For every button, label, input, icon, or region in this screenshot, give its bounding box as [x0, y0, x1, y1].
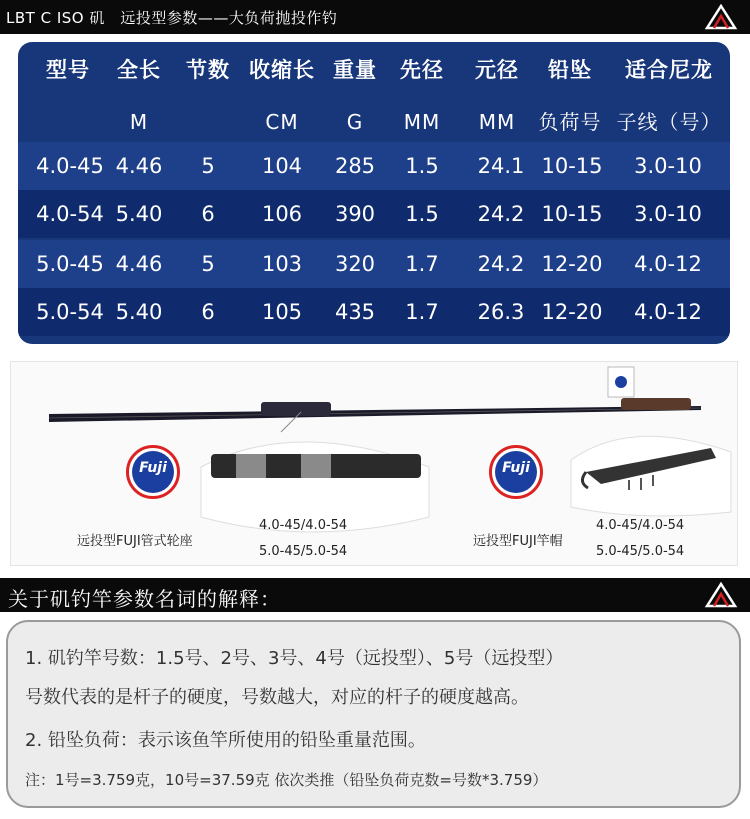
cell-length: 5.40: [115, 202, 163, 226]
table-row: [18, 288, 730, 336]
unit-label: CM: [265, 110, 299, 134]
cell-tip-dia: 1.7: [405, 252, 439, 276]
cell-model: 4.0-45: [36, 154, 104, 178]
cell-sections: 5: [201, 154, 215, 178]
unit-label: 子线（号）: [616, 110, 722, 134]
cell-line: 3.0-10: [634, 202, 702, 226]
cell-line: 4.0-12: [634, 300, 702, 324]
table-row: [18, 190, 730, 238]
cap-models: 4.0-45/4.0-54: [596, 518, 685, 533]
explain-header-bar: [0, 578, 750, 612]
cell-weight: 435: [334, 300, 376, 324]
fuji-badge-text: Fuji: [502, 460, 530, 476]
cell-tip-dia: 1.5: [405, 154, 439, 178]
table-row: [18, 142, 730, 190]
fuji-guides-badge-icon: [489, 445, 543, 499]
cell-tip-dia: 1.5: [405, 202, 439, 226]
table-header-row: [18, 46, 730, 94]
product-photo: [10, 361, 738, 566]
fuji-guides-badge-icon: [126, 445, 180, 499]
cell-weight: 285: [334, 154, 376, 178]
cell-closed-length: 105: [261, 300, 303, 324]
daiwa-logo-icon: [704, 4, 738, 30]
note-line-1: 1. 矶钓竿号数：1.5号、2号、3号、4号（远投型）、5号（远投型）: [25, 648, 564, 669]
cell-length: 4.46: [115, 154, 163, 178]
unit-label: MM: [403, 110, 441, 134]
cap-caption: 远投型FUJI竿帽: [473, 534, 563, 549]
cell-closed-length: 104: [261, 154, 303, 178]
col-header: 适合尼龙: [625, 58, 713, 82]
cell-butt-dia: 24.2: [477, 202, 525, 226]
cell-butt-dia: 24.1: [477, 154, 525, 178]
col-header: 全长: [117, 58, 161, 82]
cell-length: 5.40: [115, 300, 163, 324]
cell-sinker: 12-20: [541, 252, 603, 276]
cell-sinker: 12-20: [541, 300, 603, 324]
explain-notes-box: [6, 620, 741, 808]
cell-length: 4.46: [115, 252, 163, 276]
table-units-row: [18, 98, 730, 146]
col-header: 重量: [333, 58, 377, 82]
cell-weight: 320: [334, 252, 376, 276]
explain-title: 关于矶钓竿参数名词的解释：: [8, 587, 281, 611]
page-title: LBT C ISO 矶 远投型参数——大负荷抛投作钓: [6, 9, 338, 27]
daiwa-logo-icon: [704, 582, 738, 608]
col-header: 型号: [46, 58, 90, 82]
note-footnote: 注：1号=3.759克，10号=37.59克 依次类推（铅坠负荷克数=号数*3.759）: [25, 771, 548, 789]
col-header: 铅坠: [548, 58, 592, 82]
specs-table: [18, 42, 730, 344]
col-header: 元径: [475, 58, 519, 82]
cell-model: 5.0-54: [36, 300, 104, 324]
cell-model: 5.0-45: [36, 252, 104, 276]
unit-label: M: [129, 110, 149, 134]
cell-tip-dia: 1.7: [405, 300, 439, 324]
reel-seat-caption: 远投型FUJI管式轮座: [77, 534, 193, 549]
cell-butt-dia: 24.2: [477, 252, 525, 276]
cell-weight: 390: [334, 202, 376, 226]
cell-sections: 6: [201, 300, 215, 324]
col-header: 收缩长: [249, 58, 315, 82]
unit-label: 负荷号: [538, 110, 602, 134]
cell-sinker: 10-15: [541, 154, 603, 178]
table-row: [18, 240, 730, 288]
col-header: 先径: [400, 58, 444, 82]
cell-sections: 5: [201, 252, 215, 276]
reel-seat-models: 5.0-45/5.0-54: [259, 544, 348, 559]
cell-sections: 6: [201, 202, 215, 226]
unit-label: MM: [478, 110, 516, 134]
cell-closed-length: 103: [261, 252, 303, 276]
fuji-badge-text: Fuji: [139, 460, 167, 476]
reel-seat-models: 4.0-45/4.0-54: [259, 518, 348, 533]
cell-butt-dia: 26.3: [477, 300, 525, 324]
col-header: 节数: [186, 58, 230, 82]
note-line-3: 2. 铅坠负荷：表示该鱼竿所使用的铅坠重量范围。: [25, 730, 426, 751]
cell-sinker: 10-15: [541, 202, 603, 226]
top-header-bar: [0, 0, 750, 34]
cell-closed-length: 106: [261, 202, 303, 226]
unit-label: G: [346, 110, 364, 134]
note-line-2: 号数代表的是杆子的硬度，号数越大，对应的杆子的硬度越高。: [25, 687, 529, 708]
cap-models: 5.0-45/5.0-54: [596, 544, 685, 559]
cell-model: 4.0-54: [36, 202, 104, 226]
cell-line: 4.0-12: [634, 252, 702, 276]
cell-line: 3.0-10: [634, 154, 702, 178]
